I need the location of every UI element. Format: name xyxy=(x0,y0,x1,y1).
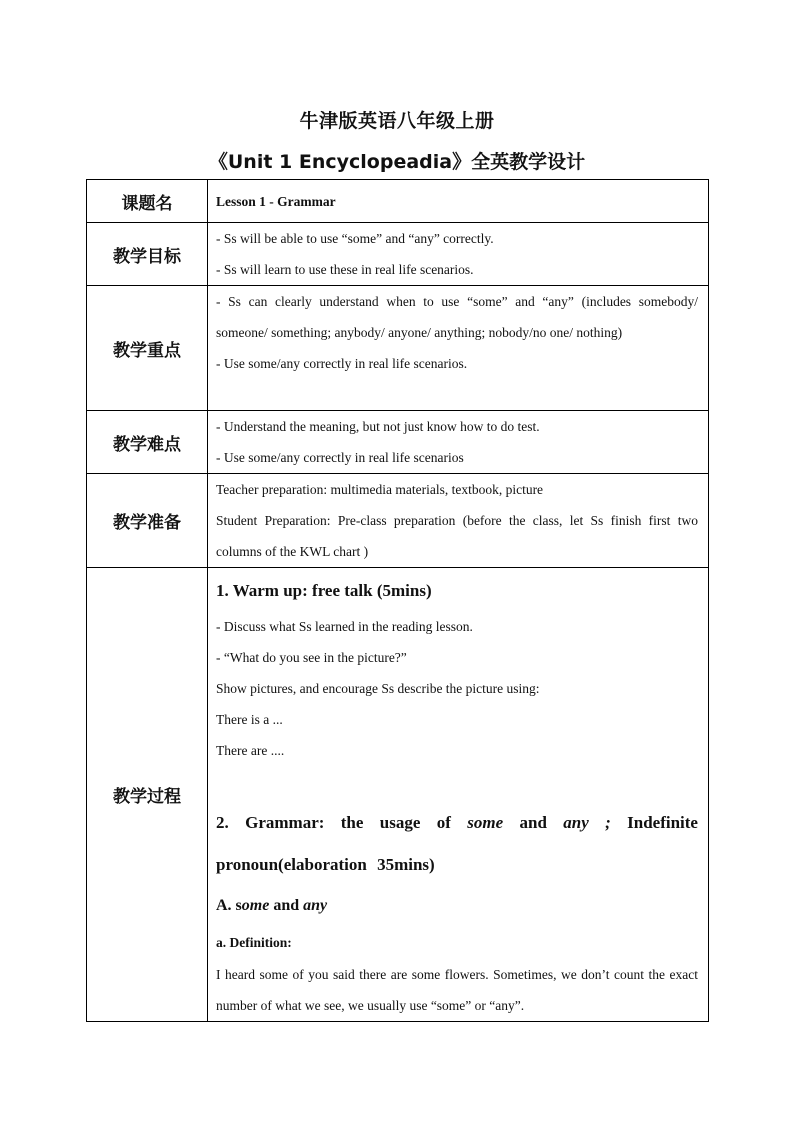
content-topic xyxy=(208,180,709,223)
label-objectives: 教学目标 xyxy=(87,223,208,286)
objective-line: - Ss will be able to use “some” and “any” correctly. xyxy=(216,231,494,246)
warmup-heading: 1. Warm up: free talk (5mins) xyxy=(216,581,432,600)
grammar-heading-and: and xyxy=(503,813,564,832)
grammar-heading-some: some xyxy=(467,813,504,832)
subheading-any: any xyxy=(303,897,328,914)
row-process xyxy=(87,568,709,1022)
grammar-heading-any: any ; xyxy=(563,813,611,832)
content-process xyxy=(208,568,709,1022)
row-topic xyxy=(87,180,709,223)
grammar-heading-rest: Indefinite pronoun(elaboration 35mins) xyxy=(216,813,698,874)
difficulty-line: - Use some/any correctly in real life scenarios xyxy=(216,450,464,465)
label-preparation: 教学准备 xyxy=(87,474,208,568)
subheading-some-any xyxy=(216,886,698,926)
label-topic: 课题名 xyxy=(87,180,208,223)
key-point-line: - Use some/any correctly in real life scenarios. xyxy=(216,356,468,371)
row-objectives xyxy=(87,223,709,286)
objective-line: - Ss will learn to use these in real life scenarios. xyxy=(216,262,474,277)
warmup-line: - Discuss what Ss learned in the reading lesson. xyxy=(216,619,473,634)
difficulty-line: - Understand the meaning, but not just know how to do test. xyxy=(216,419,540,434)
content-difficulties xyxy=(208,411,709,474)
definition-text: I heard some of you said there are some flowers. Sometimes, we don’t count the exact number of what we see, we usually use “some” or “any”. xyxy=(216,967,698,1013)
lesson-plan-table xyxy=(86,179,709,1022)
grammar-heading-part: 2. Grammar: the usage of xyxy=(216,813,468,832)
label-key-points: 教学重点 xyxy=(87,286,208,411)
subheading-and: and xyxy=(269,897,304,914)
teacher-preparation: Teacher preparation: multimedia materials, textbook, picture xyxy=(216,482,544,497)
row-preparation xyxy=(87,474,709,568)
content-objectives xyxy=(208,223,709,286)
row-key-points xyxy=(87,286,709,411)
warmup-line: There are .... xyxy=(216,743,285,758)
key-point-paragraph: - Ss can clearly understand when to use “some” and “any” (includes somebody/ someone/ something; anybody/ anyone/ anything; nobody/no one/ nothing) xyxy=(216,294,698,340)
student-preparation: Student Preparation: Pre-class preparation (before the class, let Ss finish first two columns of the KWL chart ) xyxy=(216,513,698,559)
document-subtitle: 《Unit 1 Encyclopeadia》全英教学设计 xyxy=(208,151,586,173)
spacer xyxy=(216,766,698,802)
definition-heading: a. Definition: xyxy=(216,935,292,950)
label-process: 教学过程 xyxy=(87,568,208,1022)
warmup-line: There is a ... xyxy=(216,712,283,727)
warmup-line: - “What do you see in the picture?” xyxy=(216,650,407,665)
subheading-some: ome xyxy=(241,897,270,914)
row-difficulties xyxy=(87,411,709,474)
grammar-heading xyxy=(216,802,698,886)
topic-text: Lesson 1 - Grammar xyxy=(216,193,336,209)
content-preparation xyxy=(208,474,709,568)
subheading-prefix: A. s xyxy=(216,897,242,914)
content-key-points xyxy=(208,286,709,411)
warmup-line: Show pictures, and encourage Ss describe the picture using: xyxy=(216,681,540,696)
document-title: 牛津版英语八年级上册 xyxy=(299,110,495,132)
label-difficulties: 教学难点 xyxy=(87,411,208,474)
